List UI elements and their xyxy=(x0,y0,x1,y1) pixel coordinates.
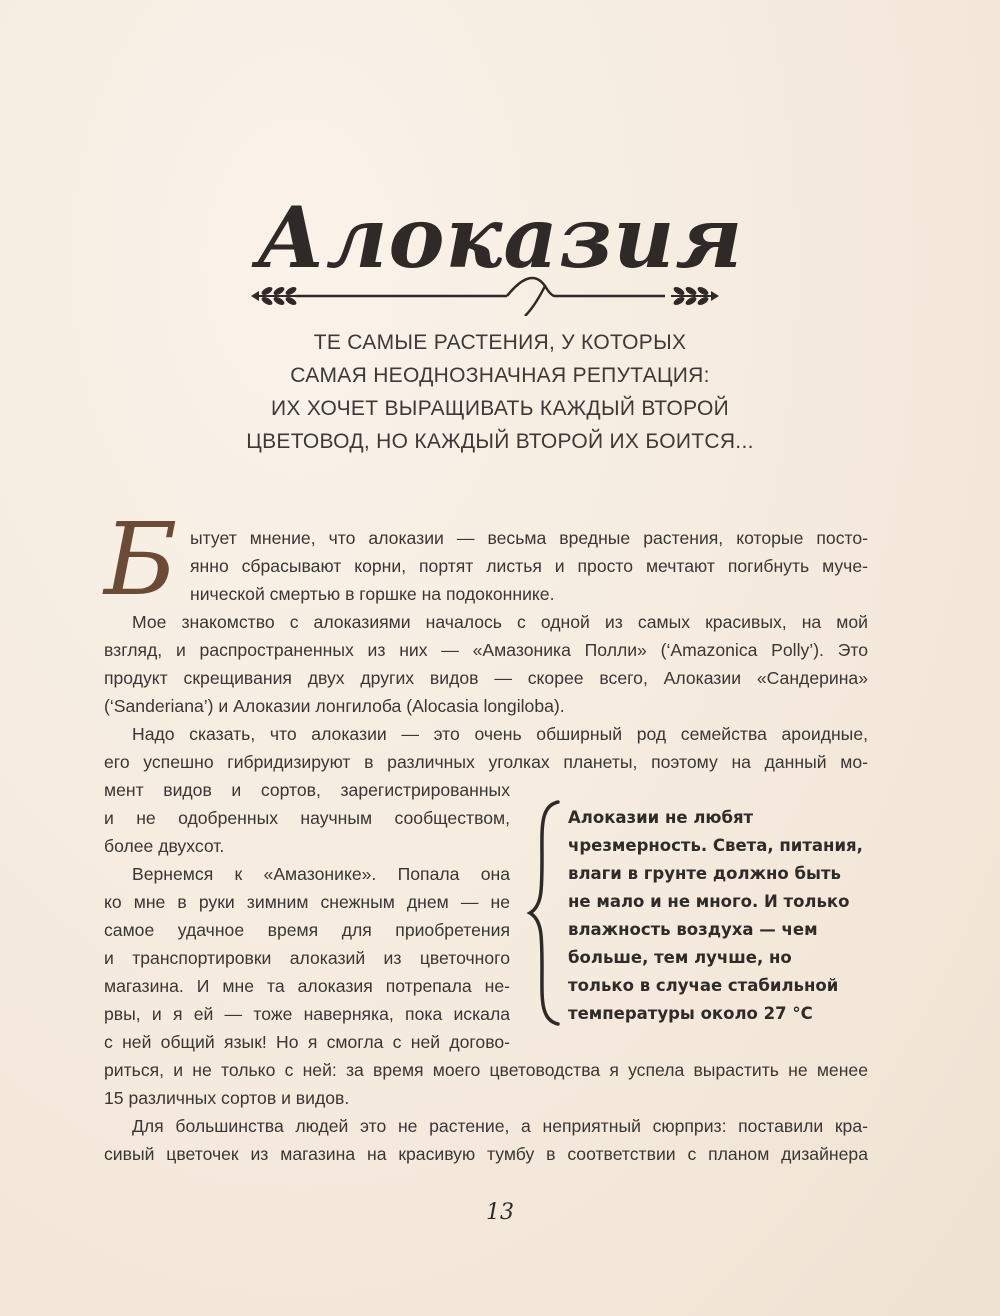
drop-cap: Б xyxy=(104,501,178,618)
body-line: самое удачное время для приобретения xyxy=(104,920,510,940)
callout-line: только в случае стабильной xyxy=(568,976,839,995)
callout-line: температуры около 27 °С xyxy=(568,1004,813,1023)
body-line: Надо сказать, что алоказии — это очень обширный род семейства ароидные, xyxy=(132,724,868,744)
body-line: 15 различных сортов и видов. xyxy=(104,1088,350,1108)
subtitle-line: ТЕ САМЫЕ РАСТЕНИЯ, У КОТОРЫХ xyxy=(313,331,687,354)
body-line: ытует мнение, что алоказии — весьма вредные растения, которые посто- xyxy=(190,528,868,548)
callout-line: чрезмерность. Света, питания, xyxy=(568,836,863,855)
page-title: Алоказия xyxy=(256,188,744,287)
callout-line: больше, тем лучше, но xyxy=(568,948,792,967)
laurel-divider-icon xyxy=(245,276,725,316)
body-line: янно сбрасывают корни, портят листья и просто мечтают погибнуть муче- xyxy=(190,556,868,576)
body-line: Мое знакомство с алоказиями началось с одной из самых красивых, на мой xyxy=(132,612,868,632)
body-line: нической смертью в горшке на подоконнике. xyxy=(190,584,555,604)
body-line: рвы, и я ей — тоже наверняка, пока искала xyxy=(104,1004,510,1024)
subtitle-line: ИХ ХОЧЕТ ВЫРАЩИВАТЬ КАЖДЫЙ ВТОРОЙ xyxy=(271,397,729,420)
body-line: взгляд, и распространенных из них — «Амазоника Полли» (‘Amazonica Polly’). Это xyxy=(104,640,868,660)
body-line: с ней общий язык! Но я смогла с ней догово- xyxy=(104,1032,510,1052)
body-line: Вернемся к «Амазонике». Попала она xyxy=(132,864,510,884)
body-line: магазина. И мне та алоказия потрепала не- xyxy=(104,976,510,996)
callout-line: не мало и не много. И только xyxy=(568,892,850,911)
body-line: сивый цветочек из магазина на красивую тумбу в соответствии с планом дизайнера xyxy=(104,1144,868,1164)
body-line: мент видов и сортов, зарегистрированных xyxy=(104,780,510,800)
callout-box xyxy=(568,804,878,1028)
subtitle-line: САМАЯ НЕОДНОЗНАЧНАЯ РЕПУТАЦИЯ: xyxy=(290,364,710,387)
body-line: (‘Sanderiana’) и Алоказии лонгилоба (Alocasia longiloba). xyxy=(104,696,565,716)
subtitle xyxy=(0,326,1000,458)
callout-line: Алоказии не любят xyxy=(568,808,754,827)
body-line: Для большинства людей это не растение, а неприятный сюрприз: поставили кра- xyxy=(132,1116,868,1136)
body-line: более двухсот. xyxy=(104,836,225,856)
callout-line: влажность воздуха — чем xyxy=(568,920,818,939)
body-line: и не одобренных научным сообществом, xyxy=(104,808,510,828)
subtitle-line: ЦВЕТОВОД, НО КАЖДЫЙ ВТОРОЙ ИХ БОИТСЯ... xyxy=(246,430,754,453)
body-line: его успешно гибридизируют в различных уголках планеты, поэтому на данный мо- xyxy=(104,752,868,772)
body-line: продукт скрещивания двух других видов — скорее всего, Алоказии «Сандерина» xyxy=(104,668,868,688)
curly-brace-icon xyxy=(524,798,564,1028)
body-line: и транспортировки алоказий из цветочного xyxy=(104,948,510,968)
callout-line: влаги в грунте должно быть xyxy=(568,864,841,883)
body-line: ко мне в руки зимним снежным днем — не xyxy=(104,892,510,912)
body-line: риться, и не только с ней: за время моего цветоводства я успела вырастить не менее xyxy=(104,1060,868,1080)
page-number: 13 xyxy=(486,1200,514,1225)
